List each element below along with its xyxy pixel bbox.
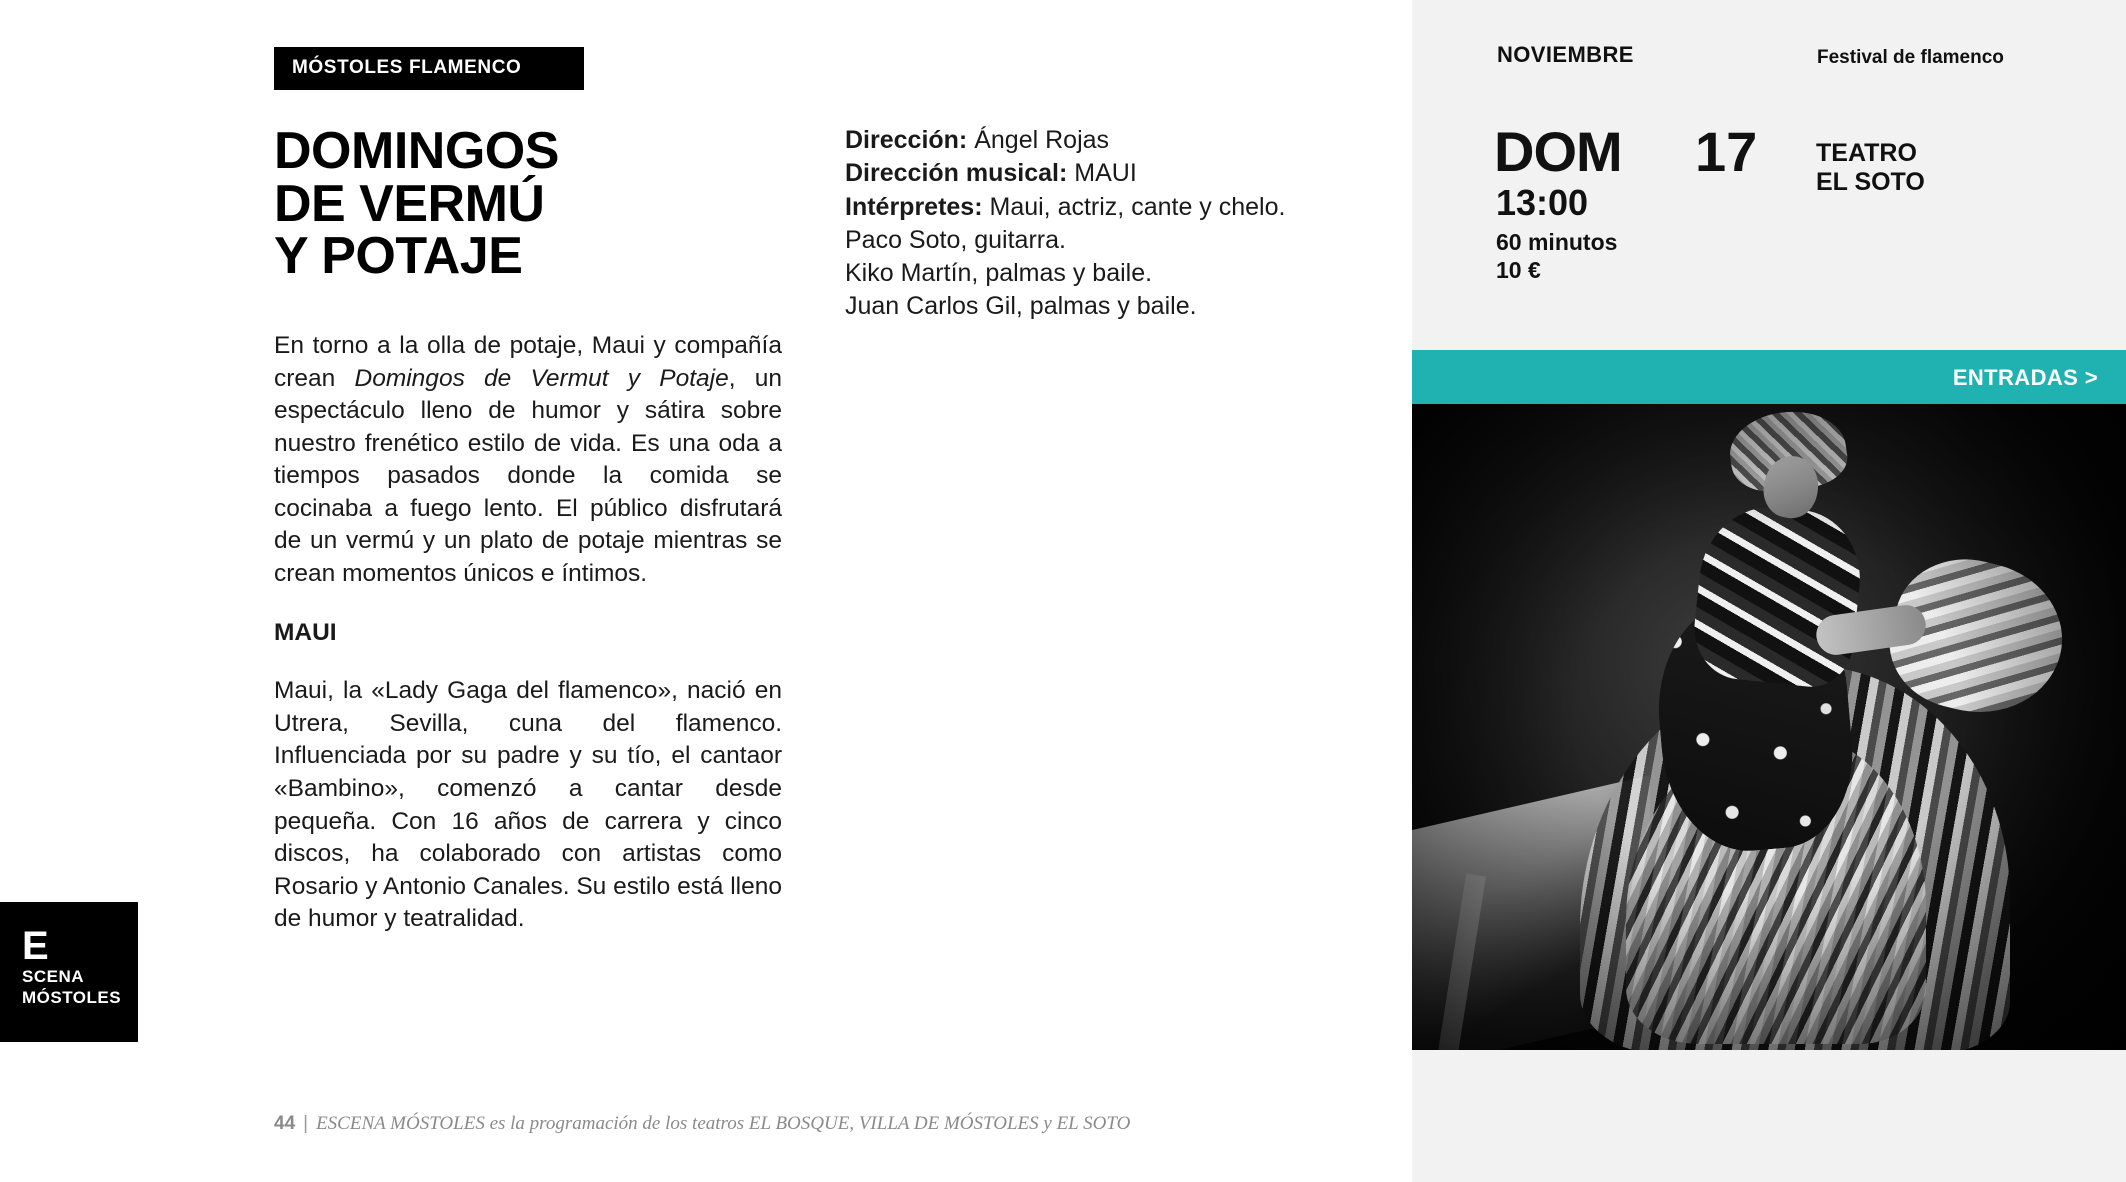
credit-performers-label: Intérpretes:: [845, 192, 983, 221]
credit-direction: [845, 124, 1405, 157]
footer-text: ESCENA MÓSTOLES es la programación de los teatros EL BOSQUE, VILLA DE MÓSTOLES y EL SOTO: [316, 1113, 1131, 1134]
description-column: [274, 330, 782, 936]
credit-performers: [845, 191, 1405, 224]
page-title-line-2: DE VERMÚ: [274, 174, 545, 233]
photo-vignette: [1412, 404, 2126, 1050]
artist-subheading: MAUI: [274, 618, 337, 646]
credits-block: [845, 124, 1405, 324]
credit-musical-value: MAUI: [1074, 159, 1137, 188]
event-info-panel: [1412, 0, 2126, 1182]
page-footer: [274, 1113, 1130, 1135]
page-number: 44: [274, 1113, 296, 1134]
show-title-italic: Domingos de Vermut y Potaje: [354, 364, 729, 392]
intro-paragraph: [274, 330, 782, 591]
intro-text-start: En torno a la olla de potaje, Maui y compañía crean: [274, 332, 782, 392]
venue-line-2: EL SOTO: [1816, 168, 1925, 196]
credit-performer-3: Kiko Martín, palmas y baile.: [845, 259, 1153, 287]
footer-separator: |: [303, 1113, 309, 1134]
event-month: NOVIEMBRE: [1497, 42, 1634, 67]
event-venue: [1816, 139, 1925, 197]
credit-musical-label: Dirección musical:: [845, 159, 1068, 188]
tickets-button[interactable]: ENTRADAS >: [1412, 350, 2126, 404]
event-time: 13:00: [1496, 182, 1589, 223]
credit-performers-value: Maui, actriz, cante y chelo.: [989, 192, 1286, 221]
intro-text-end: , un espectáculo lleno de humor y sátira sobre nuestro frenético estilo de vida. Es una oda a tiempos pasados donde la comida se cocinaba a fuego lento. El público disfrutará de un vermú y un plato de potaje mientras se crean momentos únicos e íntimos.: [274, 364, 782, 588]
venue-line-1: TEATRO: [1816, 139, 1917, 167]
credit-performer-4: Juan Carlos Gil, palmas y baile.: [845, 292, 1197, 321]
logo-letter: E: [22, 924, 49, 968]
credit-direction-label: Dirección:: [845, 126, 968, 154]
escena-mostoles-logo: [0, 902, 138, 1042]
logo-line-mostoles: MÓSTOLES: [22, 988, 122, 1008]
performer-photo: [1412, 404, 2126, 1050]
credit-musical-direction: [845, 157, 1405, 190]
page-title-line-1: DOMINGOS: [274, 122, 559, 180]
page-title-line-3: Y POTAJE: [274, 227, 523, 286]
event-price: 10 €: [1496, 257, 1541, 283]
credit-direction-value: Ángel Rojas: [974, 126, 1110, 154]
artist-bio-paragraph: Maui, la «Lady Gaga del flamenco», nació en Utrera, Sevilla, cuna del flamenco. Influenciada por su padre y su tío, el cantaor «Bambino», comenzó a cantar desde pequeña. Con 16 años de carrera y cinco discos, ha colaborado con artistas como Rosario y Antonio Canales. Su estilo está lleno de humor y teatralidad.: [274, 677, 782, 933]
event-day-number: 17: [1695, 120, 1758, 183]
page-title: [274, 122, 794, 286]
section-tag: MÓSTOLES FLAMENCO: [274, 47, 584, 90]
credit-performer-2: Paco Soto, guitarra.: [845, 225, 1066, 254]
festival-label: Festival de flamenco: [1817, 47, 2004, 68]
event-day-name: DOM: [1494, 120, 1622, 183]
event-duration: 60 minutos: [1496, 229, 1618, 255]
logo-line-escena: SCENA: [22, 967, 85, 986]
